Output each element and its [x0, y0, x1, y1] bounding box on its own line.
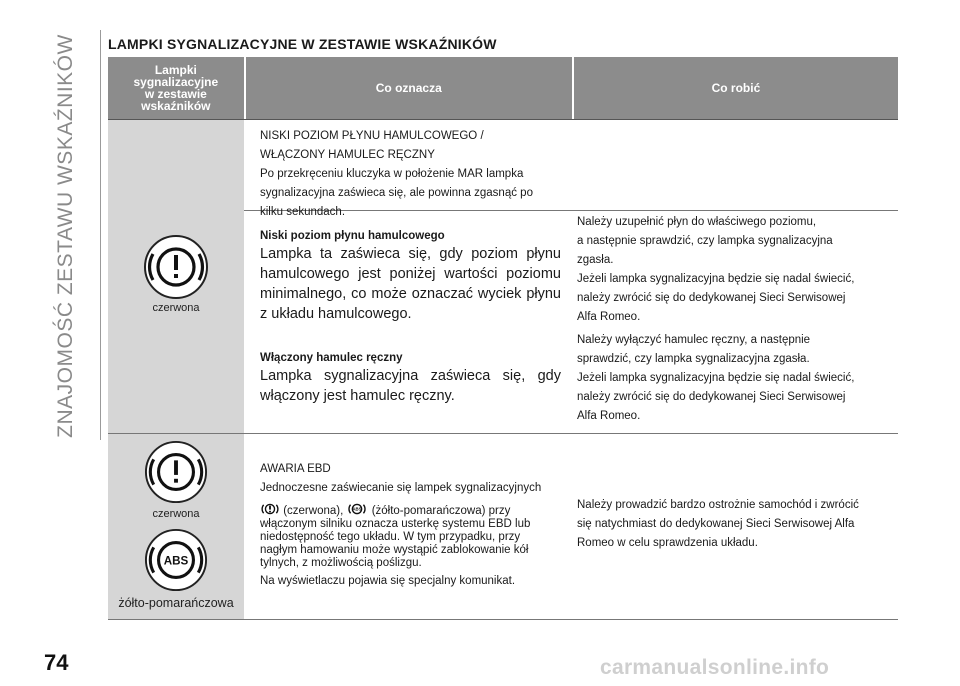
warning-lights-table [108, 57, 898, 620]
action-text: Należy prowadzić bardzo ostrożnie samochód i zwrócić się natychmiast do dedykowanej Sieci Serwisowej Alfa Romeo w celu sprawdzenia układu. [577, 499, 859, 549]
header-lamp: Lampki sygnalizacyjne w zestawie wskaźników [108, 57, 244, 119]
page-number: 74 [44, 650, 69, 675]
lamp-color-label: czerwona [152, 302, 200, 314]
side-section-title: ZNAJOMOŚĆ ZESTAWU WSKAŹNIKÓW [54, 34, 77, 438]
lamp-color-label: żółto-pomarańczowa [118, 596, 234, 610]
brake-warning-icon [144, 440, 208, 504]
sub-row-handbrake [244, 327, 898, 433]
lamp-cell [108, 434, 244, 619]
table-row [108, 434, 898, 619]
brake-warning-icon [143, 234, 209, 300]
watermark: carmanualsonline.info [600, 656, 830, 679]
table-header [108, 57, 898, 119]
sub-text: Lampka sygnalizacyjna zaświeca się, gdy włączony jest hamulec ręczny. [260, 368, 561, 404]
section-title: LAMPKI SYGNALIZACYJNE W ZESTAWIE WSKAŹNIKÓW [108, 36, 497, 52]
action-text: Należy uzupełnić płyn do właściwego poziomu, a następnie sprawdzić, czy lampka sygnalizacyjna zgasła. Jeżeli lampka sygnalizacyjna będzie się nadal świecić, należy zwrócić się do dedykowanej Sieci Serwisowej Alfa Romeo. [577, 216, 855, 323]
svg-text:ABS: ABS [352, 506, 363, 512]
ebd-text: AWARIA EBD Jednoczesne zaświecanie się lampek sygnalizacyjnych (czerwona), ABS (żółto-pomarańczowa) przy włączonym silniku oznacza usterkę systemu EBD lub niedostępność tego układu. W tym przypadku, przy nagłym hamowaniu może wystąpić zablokowanie kół tylnych, z możliwością poślizgu. Na wyświetlaczu pojawia się specjalny komunikat. [260, 463, 542, 587]
brake-warning-icon [260, 501, 280, 517]
lamp-color-label: czerwona [152, 508, 200, 520]
abs-warning-icon [144, 528, 208, 592]
abs-icon-text: ABS [163, 554, 189, 568]
action-text: Należy wyłączyć hamulec ręczny, a następnie sprawdzić, czy lampka sygnalizacyjna zgasła. Jeżeli lampka sygnalizacyjna będzie się nadal świecić, należy zwrócić się do dedykowanej Sieci Serwisowej Alfa Romeo. [577, 334, 855, 422]
header-action: Co robić [574, 57, 898, 119]
abs-warning-icon [346, 501, 368, 517]
sub-title: Niski poziom płynu hamulcowego [260, 230, 445, 242]
table-row [108, 120, 898, 433]
sub-row-low-fluid [244, 211, 898, 327]
lamp-cell [108, 120, 244, 433]
sub-title: Włączony hamulec ręczny [260, 352, 403, 364]
intro-text: NISKI POZIOM PŁYNU HAMULCOWEGO / WŁĄCZONY HAMULEC RĘCZNY Po przekręceniu kluczyka w położenie MAR lampka sygnalizacyjna zaświeca się, ale powinna zgasnąć po kilku sekundach. [260, 130, 533, 218]
sub-text: Lampka ta zaświeca się, gdy poziom płynu hamulcowego jest poniżej wartości poziomu minimalnego, co może oznaczać wyciek płynu z układu hamulcowego. [260, 246, 561, 322]
header-meaning: Co oznacza [246, 57, 572, 119]
